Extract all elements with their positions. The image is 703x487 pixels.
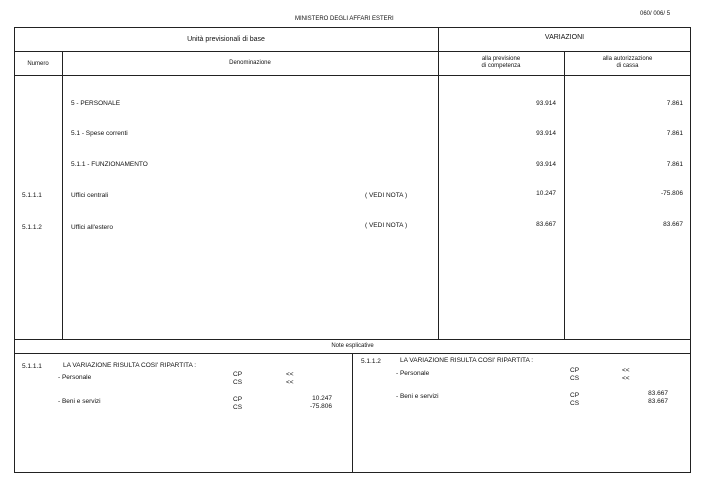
note-personale-label: - Personale	[58, 374, 92, 381]
note-beni-cs-value: -75.806	[309, 403, 332, 410]
note-beni-cp-value: 83.667	[648, 390, 668, 397]
note-personale-cp: CP	[570, 367, 580, 374]
col-header-numero: Numero	[27, 61, 49, 67]
col-header-competenza-2: di competenza	[481, 63, 521, 69]
row-competenza: 83.667	[536, 221, 556, 228]
row-note-link: ( VEDI NOTA )	[365, 192, 408, 199]
row-numero: 5.1.1.2	[22, 224, 42, 231]
row-cassa: 83.667	[663, 221, 683, 228]
header-divider-bottom	[14, 75, 691, 76]
group-header-variazioni: VARIAZIONI	[544, 34, 585, 41]
note-personale-label: - Personale	[396, 370, 430, 377]
row-denominazione: 5.1.1 - FUNZIONAMENTO	[71, 161, 148, 168]
note-beni-label: - Beni e servizi	[396, 393, 439, 400]
note-code: 5.1.1.2	[361, 358, 381, 365]
note-personale-cs: CS	[233, 379, 243, 386]
row-denominazione: Uffici all'estero	[71, 224, 113, 231]
note-beni-cp-value: 10.247	[312, 395, 332, 402]
col-header-denominazione: Denominazione	[229, 60, 271, 66]
row-numero: 5.1.1.1	[22, 192, 42, 199]
notes-divider-top	[14, 339, 691, 340]
row-competenza: 93.914	[536, 161, 556, 168]
note-beni-cs-value: 83.667	[648, 398, 668, 405]
group-header-unita: Unità previsionali di base	[187, 36, 265, 43]
row-competenza: 93.914	[536, 100, 556, 107]
notes-title: Note esplicative	[331, 343, 374, 349]
row-denominazione: Uffici centrali	[71, 192, 109, 199]
note-beni-cs: CS	[570, 400, 580, 407]
note-heading: LA VARIAZIONE RISULTA COSI' RIPARTITA :	[400, 357, 534, 364]
header-divider-top	[14, 51, 691, 52]
row-denominazione: 5.1 - Spese correnti	[71, 130, 128, 137]
row-competenza: 93.914	[536, 130, 556, 137]
ministry-title: MINISTERO DEGLI AFFARI ESTERI	[295, 16, 394, 22]
row-note-link: ( VEDI NOTA )	[365, 222, 408, 229]
row-cassa: -75.806	[660, 190, 683, 197]
note-beni-label: - Beni e servizi	[58, 398, 101, 405]
note-personale-cs-value: <<	[622, 375, 630, 382]
row-competenza: 10.247	[536, 190, 556, 197]
note-personale-cp-value: <<	[286, 371, 294, 378]
row-cassa: 7.861	[666, 100, 683, 107]
note-personale-cs-value: <<	[286, 379, 294, 386]
note-personale-cp: CP	[233, 371, 243, 378]
note-personale-cs: CS	[570, 375, 580, 382]
col-header-cassa-1: alla autorizzazione	[602, 56, 653, 62]
row-cassa: 7.861	[666, 130, 683, 137]
note-beni-cs: CS	[233, 404, 243, 411]
note-beni-cp: CP	[570, 392, 580, 399]
row-cassa: 7.861	[666, 161, 683, 168]
note-heading: LA VARIAZIONE RISULTA COSI' RIPARTITA :	[63, 362, 197, 369]
col-header-competenza-1: alla previsione	[481, 56, 521, 62]
note-code: 5.1.1.1	[22, 363, 42, 370]
notes-center-divider	[352, 353, 353, 473]
note-beni-cp: CP	[233, 396, 243, 403]
row-denominazione: 5 - PERSONALE	[71, 100, 121, 107]
column-divider-numero	[62, 51, 63, 339]
col-header-cassa-2: di cassa	[616, 63, 639, 69]
column-divider-variazioni	[438, 27, 439, 339]
note-personale-cp-value: <<	[622, 367, 630, 374]
column-divider-cassa	[564, 51, 565, 339]
page-reference: 060/ 006/ 5	[640, 11, 671, 17]
